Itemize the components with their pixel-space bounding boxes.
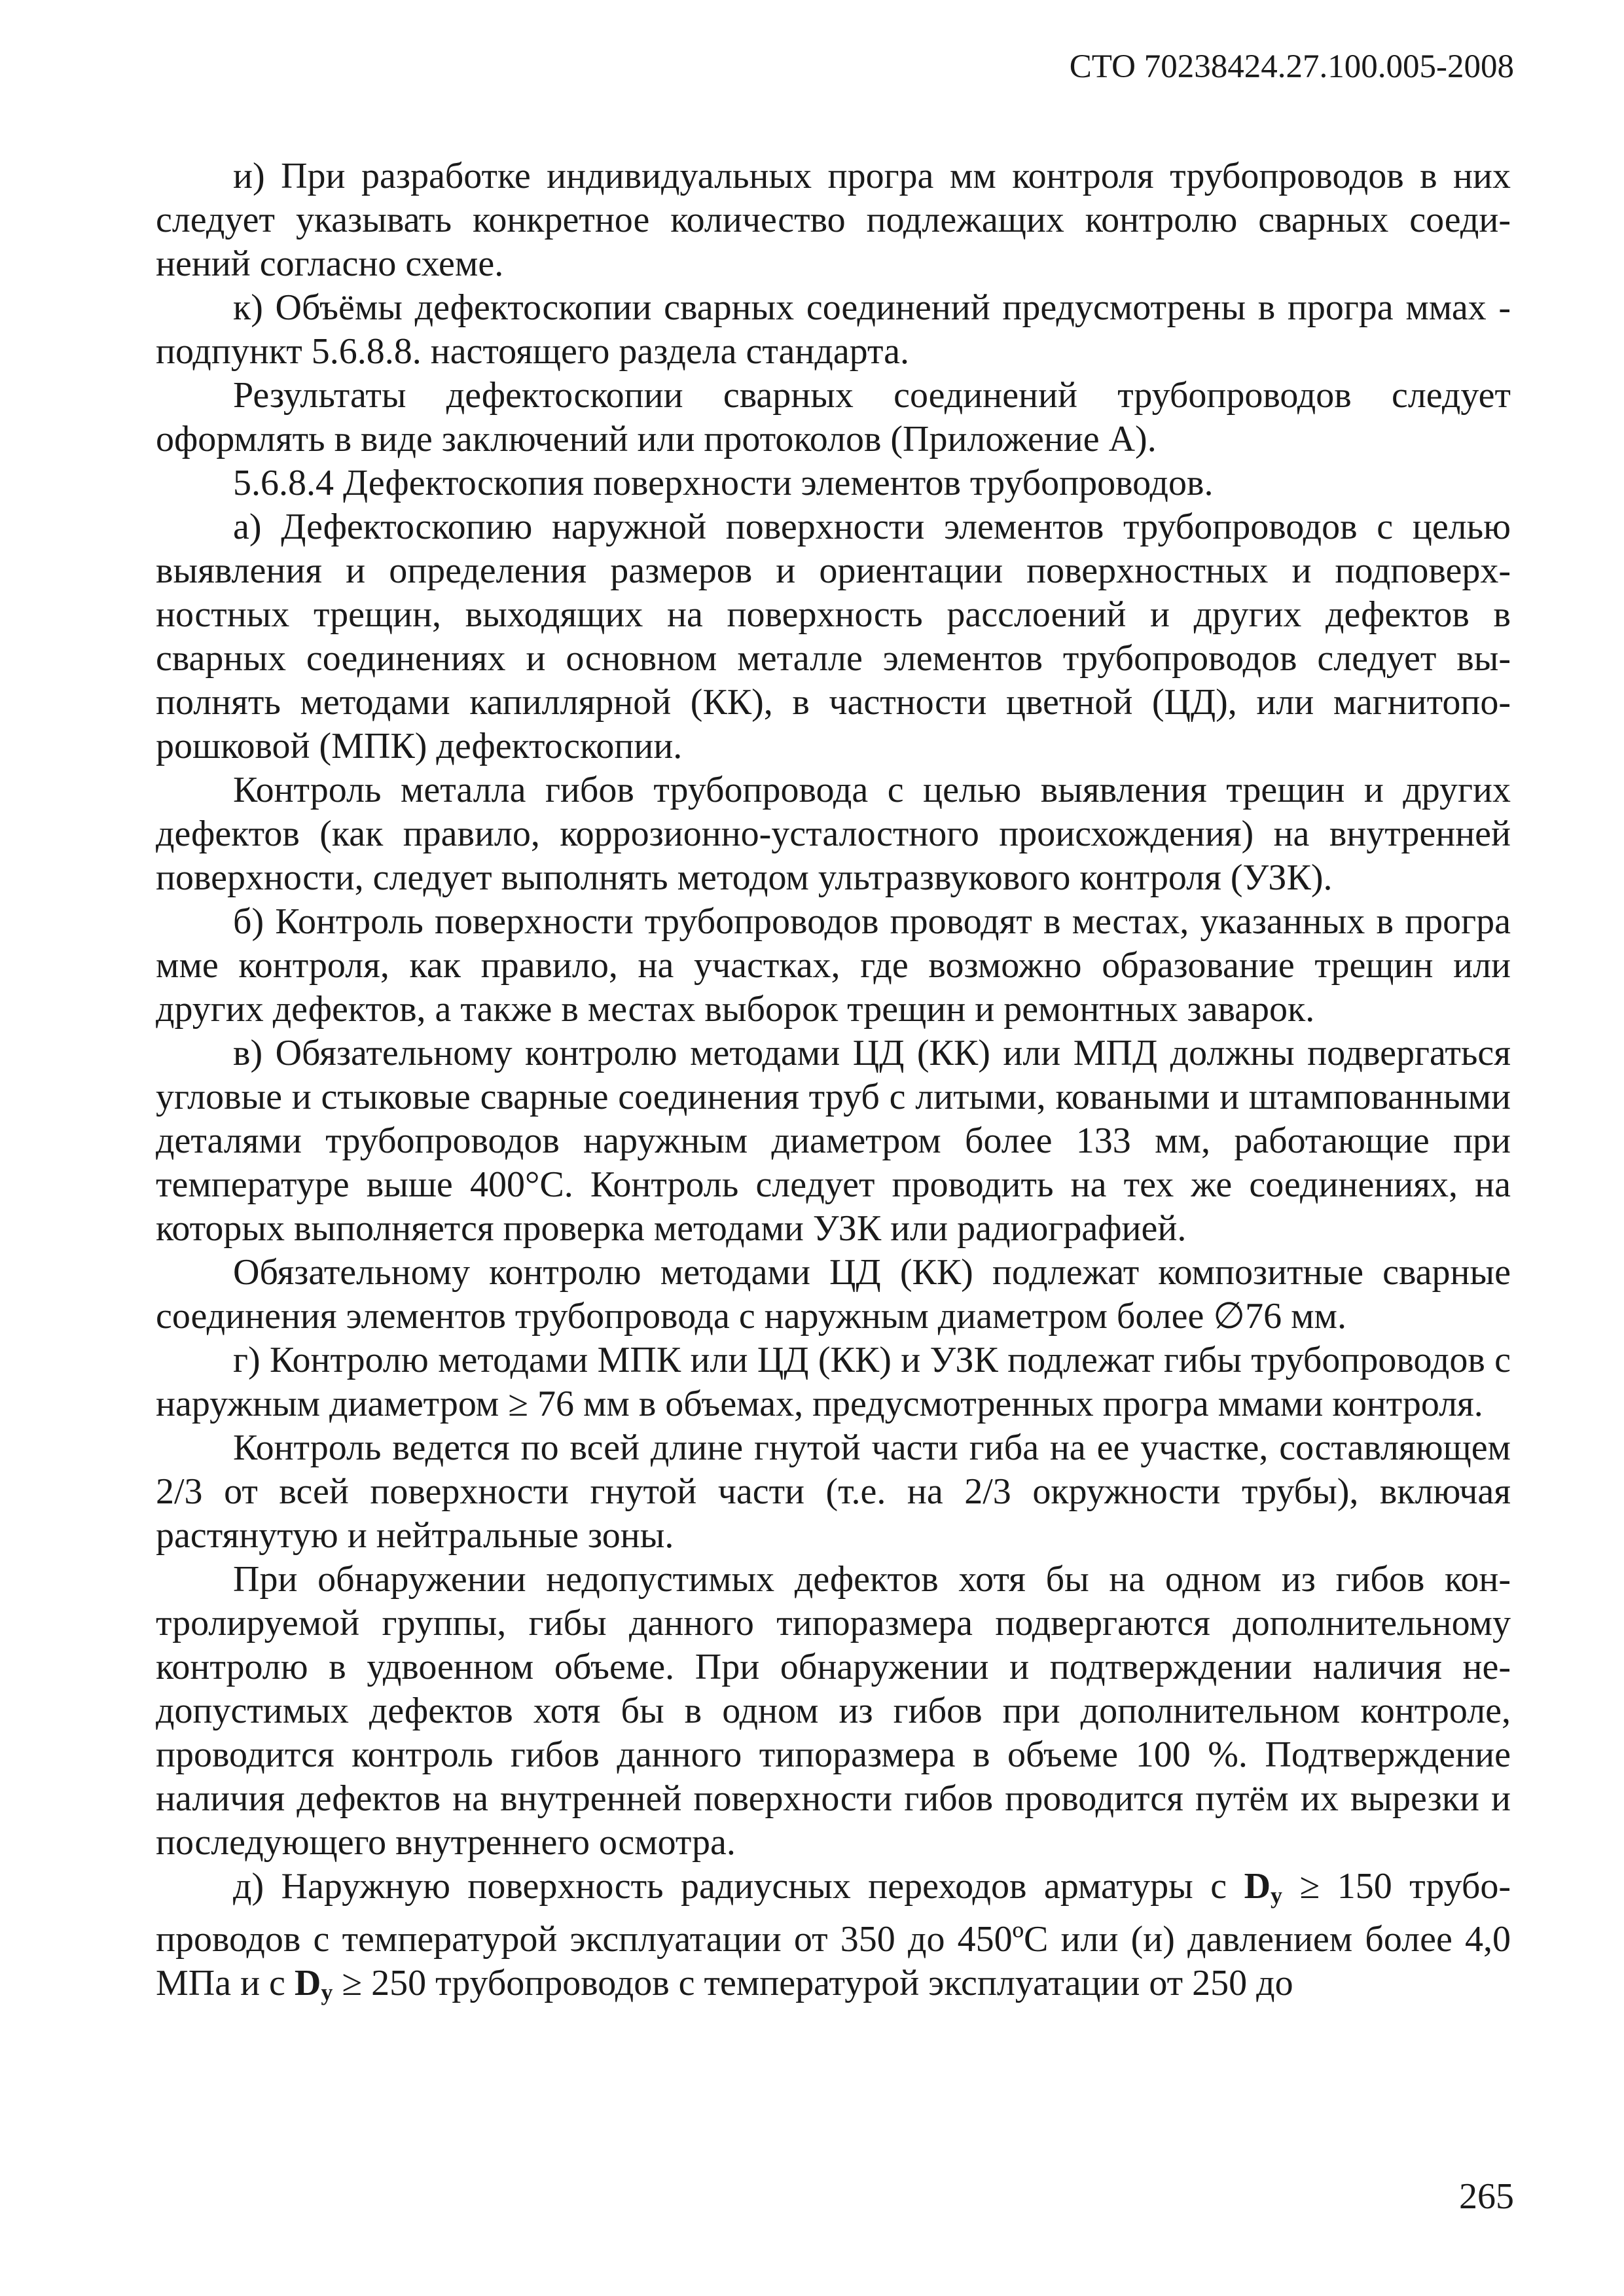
nominal-diameter-symbol	[295, 1963, 333, 2003]
paragraph-d-part-1: д) Наружную поверхность радиусных переходов арматуры с	[233, 1866, 1244, 1907]
nominal-diameter-letter: D	[1244, 1866, 1271, 1907]
nominal-diameter-subscript: у	[1271, 1882, 1283, 1909]
paragraph-i: и) При разработке индивидуальных програ мм контроля трубопроводов в них следует указывать конкретное количество подлежащих контролю сварных соединений согласно схеме.	[156, 156, 1511, 284]
paragraph-d-part-2: ≥ 150 трубопроводов с температурой эксплуатации от 350 до 450ºС или (и) давлением более 4,0 МПа и с	[156, 1866, 1511, 2003]
paragraph-bend-length: Контроль ведется по всей длине гнутой части гиба на ее участке, составляющем 2/3 от всей поверхности гнутой части (т.е. на 2/3 окружности трубы), включая растянутую и нейтральные зоны.	[156, 1427, 1511, 1556]
paragraph-d	[156, 1865, 1511, 2015]
paragraph-d-part-3: ≥ 250 трубопроводов с температурой эксплуатации от 250 до	[333, 1963, 1293, 2003]
paragraph-g: г) Контролю методами МПК или ЦД (КК) и УЗК подлежат гибы трубопроводов с наружным диаметром ≥ 76 мм в объемах, предусмотренных програ ммами контроля.	[156, 1340, 1511, 1424]
nominal-diameter-subscript: у	[321, 1979, 333, 2005]
paragraph-composite-welds: Обязательному контролю методами ЦД (КК) подлежат композитные сварные соединения элементов трубопровода с наружным диаметром более ∅76 мм.	[156, 1252, 1511, 1336]
paragraph-results: Результаты дефектоскопии сварных соединений трубопроводов следует оформлять в виде заключений или протоколов (Приложение А).	[156, 375, 1511, 459]
page-number: 265	[1459, 2176, 1514, 2217]
paragraph-a: а) Дефектоскопию наружной поверхности элементов трубопроводов с целью выявления и определения размеров и ориентации поверхностных и подповерхностных трещин, выходящих на поверхность расслоений и других дефектов в сварных соединениях и основном металле элементов трубопроводов следует выполнять методами капиллярной (КК), в частности цветной (ЦД), или магнитопорошковой (МПК) дефектоскопии.	[156, 507, 1511, 766]
document-code-header: СТО 70238424.27.100.005-2008	[1069, 48, 1514, 85]
document-body	[156, 154, 1511, 2015]
paragraph-b: б) Контроль поверхности трубопроводов проводят в местах, указанных в програ мме контроля, как правило, на участках, где возможно образование трещин или других дефектов, а также в местах выборок трещин и ремонтных заварок.	[156, 901, 1511, 1030]
nominal-diameter-letter: D	[294, 1963, 321, 2003]
paragraph-defects-found: При обнаружении недопустимых дефектов хотя бы на одном из гибов контролируемой группы, гибы данного типоразмера подвергаются дополнительному контролю в удвоенном объеме. При обнаружении и подтверждении наличия недопустимых дефектов хотя бы в одном из гибов при дополнительном контроле, проводится контроль гибов данного типоразмера в объеме 100 %. Подтверждение наличия дефектов на внутренней поверхности гибов проводится путём их вырезки и последующего внутреннего осмотра.	[156, 1559, 1511, 1863]
paragraph-k: к) Объёмы дефектоскопии сварных соединений предусмотрены в програ ммах - подпункт 5.6.8.8. настоящего раздела стандарта.	[156, 287, 1511, 372]
paragraph-bends-ultrasonic: Контроль металла гибов трубопровода с целью выявления трещин и других дефектов (как правило, коррозионно-усталостного происхождения) на внутренней поверхности, следует выполнять методом ультразвукового контроля (УЗК).	[156, 770, 1511, 898]
nominal-diameter-symbol	[1244, 1866, 1282, 1907]
paragraph-v: в) Обязательному контролю методами ЦД (КК) или МПД должны подвергаться угловые и стыковые сварные соединения труб с литыми, коваными и штампованными деталями трубопроводов наружным диаметром более 133 мм, работающие при температуре выше 400°С. Контроль следует проводить на тех же соединениях, на которых выполняется проверка методами УЗК или радиографией.	[156, 1033, 1511, 1249]
section-heading-5-6-8-4: 5.6.8.4 Дефектоскопия поверхности элементов трубопроводов.	[233, 463, 1214, 503]
